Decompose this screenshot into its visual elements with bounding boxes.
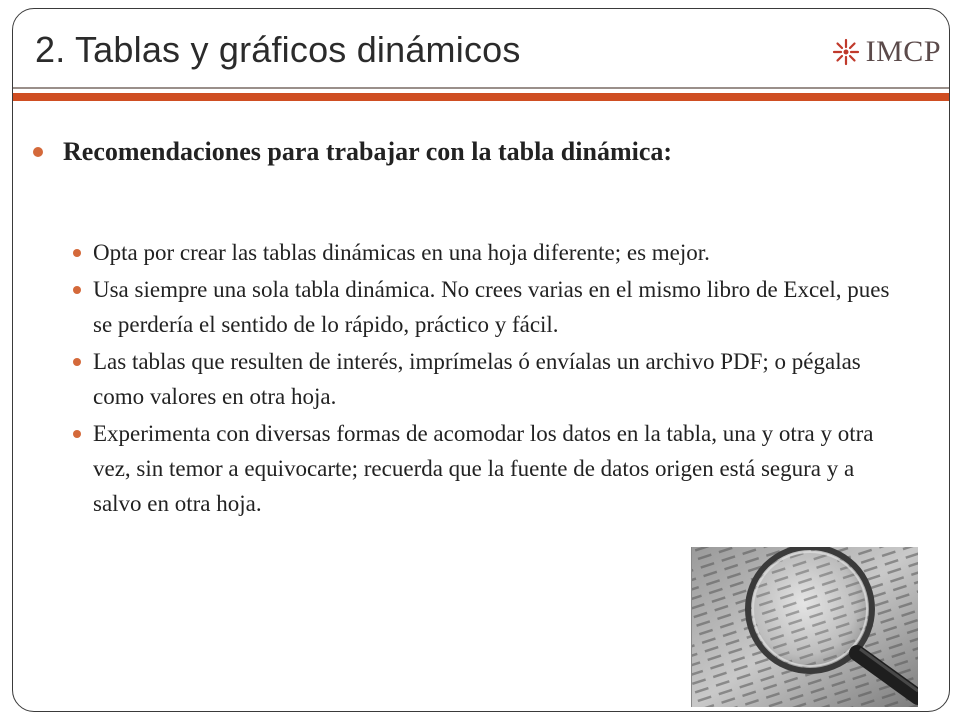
- list-item: [73, 344, 893, 414]
- bullet-dot-icon: [73, 430, 81, 438]
- magnifying-glass-photo: [691, 547, 918, 707]
- header-divider: [13, 87, 949, 89]
- imcp-logo: [832, 35, 941, 69]
- logo-text: IMCP: [865, 35, 941, 68]
- list-item-text: Experimenta con diversas formas de acomodar los datos en la tabla, una y otra y otra vez, sin temor a equivocarte; recuerda que la fuente de datos origen está segura y a salvo en otra hoja.: [93, 421, 874, 516]
- list-item-text: Opta por crear las tablas dinámicas en una hoja diferente; es mejor.: [93, 240, 710, 265]
- sub-bullet-list: [73, 235, 893, 523]
- bullet-dot-icon: [73, 358, 81, 366]
- list-item-text: Las tablas que resulten de interés, imprímelas ó envíalas un archivo PDF; o pégalas como valores en otra hoja.: [93, 349, 861, 409]
- bullet-dot-icon: [73, 286, 81, 294]
- main-bullet-text: Recomendaciones para trabajar con la tabla dinámica:: [63, 137, 673, 166]
- main-bullet: [33, 137, 672, 167]
- list-item: [73, 416, 893, 521]
- slide-title: 2. Tablas y gráficos dinámicos: [35, 29, 521, 70]
- bullet-dot-icon: [73, 249, 81, 257]
- list-item: [73, 272, 893, 342]
- bullet-dot-icon: [33, 147, 43, 157]
- list-item-text: Usa siempre una sola tabla dinámica. No crees varias en el mismo libro de Excel, pues se perdería el sentido de lo rápido, práctico y fácil.: [93, 277, 890, 337]
- imcp-star-icon: [832, 38, 860, 66]
- list-item: [73, 235, 893, 270]
- header-accent-bar: [13, 93, 949, 101]
- slide: [12, 8, 950, 712]
